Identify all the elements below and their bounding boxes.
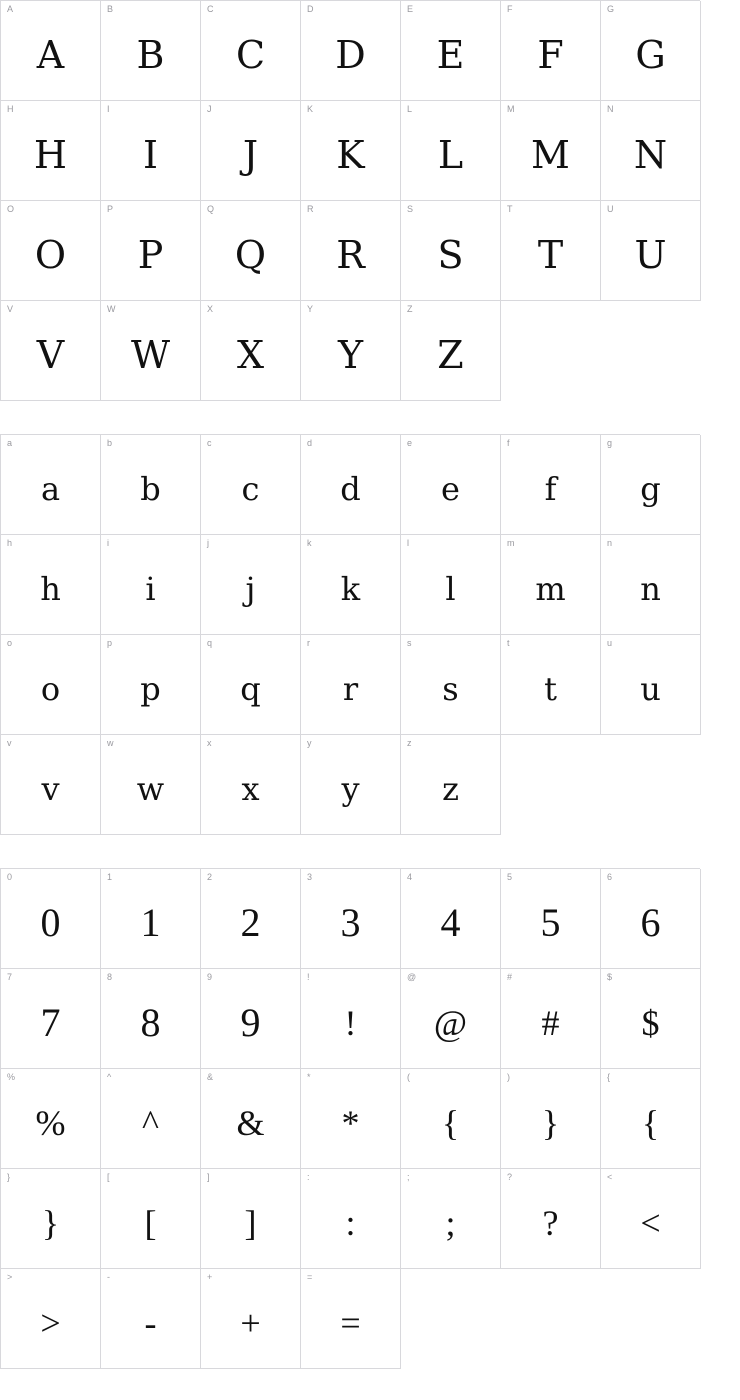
- glyph-cell-character: m: [535, 569, 566, 608]
- glyph-cell-label: R: [307, 204, 314, 214]
- glyph-cell-label: S: [407, 204, 414, 214]
- glyph-cell[interactable]: [201, 301, 301, 401]
- glyph-cell-label: D: [307, 4, 314, 14]
- glyph-cell-label: C: [207, 4, 214, 14]
- glyph-cell-label: e: [407, 438, 413, 448]
- glyph-cell-character: V: [36, 332, 65, 377]
- glyph-cell-label: [: [107, 1172, 110, 1182]
- glyph-cell-label: U: [607, 204, 614, 214]
- glyph-cell-character: Z: [437, 332, 464, 377]
- glyph-cell-character: X: [236, 332, 265, 377]
- glyph-cell-character: q: [240, 669, 261, 708]
- glyph-cell-label: $: [607, 972, 613, 982]
- glyph-cell[interactable]: [301, 869, 401, 969]
- glyph-cell-character: H: [33, 132, 68, 177]
- glyph-cell-empty: [501, 301, 601, 401]
- glyph-cell-label: 0: [7, 872, 13, 882]
- glyph-cell-character: P: [137, 232, 164, 277]
- glyph-cell-label: H: [7, 104, 14, 114]
- glyph-cell-label: k: [307, 538, 312, 548]
- glyph-cell-label: 7: [7, 972, 13, 982]
- glyph-cell-character: {: [441, 1102, 460, 1143]
- glyph-cell-label: q: [207, 638, 213, 648]
- glyph-cell-label: G: [607, 4, 615, 14]
- glyph-cell[interactable]: [201, 1, 301, 101]
- glyph-cell-label: W: [107, 304, 116, 314]
- glyph-cell-character: Y: [337, 332, 364, 377]
- glyph-cell-character: w: [136, 769, 165, 808]
- glyph-cell-label: d: [307, 438, 313, 448]
- glyph-cell[interactable]: [1, 1269, 101, 1369]
- glyph-cell-empty: [501, 735, 601, 835]
- glyph-cell[interactable]: [101, 101, 201, 201]
- glyph-cell-label: *: [307, 1072, 311, 1082]
- glyph-cell-character: 5: [540, 899, 561, 945]
- glyph-cell-empty: [601, 301, 701, 401]
- glyph-cell-label: l: [407, 538, 409, 548]
- glyph-cell-character: *: [341, 1102, 360, 1143]
- glyph-cell-character: S: [437, 232, 464, 277]
- glyph-cell-label: y: [307, 738, 312, 748]
- glyph-cell-label: I: [107, 104, 110, 114]
- glyph-cell[interactable]: [401, 1069, 501, 1169]
- glyph-cell[interactable]: [501, 1069, 601, 1169]
- glyph-cell[interactable]: [301, 969, 401, 1069]
- glyph-cell-character: o: [40, 669, 61, 708]
- glyph-cell[interactable]: [301, 101, 401, 201]
- glyph-cell-label: P: [107, 204, 114, 214]
- glyph-cell-label: !: [307, 972, 310, 982]
- glyph-cell-label: 9: [207, 972, 213, 982]
- glyph-cell[interactable]: [1, 201, 101, 301]
- glyph-cell[interactable]: [301, 1, 401, 101]
- glyph-cell-character: n: [640, 569, 661, 608]
- glyph-cell[interactable]: [601, 1, 701, 101]
- glyph-cell-character: !: [344, 1002, 357, 1043]
- glyph-cell-empty: [401, 1269, 501, 1369]
- glyph-cell[interactable]: [201, 535, 301, 635]
- glyph-cell-character: W: [130, 332, 171, 377]
- glyph-cell-label: A: [7, 4, 14, 14]
- glyph-cell-character: ^: [142, 1102, 159, 1143]
- glyph-cell-label: X: [207, 304, 214, 314]
- glyph-cell-label: b: [107, 438, 113, 448]
- glyph-cell-label: J: [207, 104, 212, 114]
- glyph-cell-character: E: [436, 32, 465, 77]
- glyph-cell[interactable]: [401, 869, 501, 969]
- glyph-cell[interactable]: [201, 1269, 301, 1369]
- glyph-cell-character: }: [41, 1202, 60, 1243]
- glyph-cell-character: K: [336, 132, 365, 177]
- glyph-cell[interactable]: [101, 735, 201, 835]
- glyph-cell-character: b: [140, 469, 161, 508]
- glyph-cell-label: {: [607, 1072, 611, 1082]
- glyph-cell-character: >: [40, 1302, 61, 1343]
- glyph-cell-label: h: [7, 538, 13, 548]
- glyph-cell-character: I: [142, 132, 158, 177]
- glyph-cell-label: 2: [207, 872, 213, 882]
- glyph-cell-label: B: [107, 4, 114, 14]
- glyph-cell-label: r: [307, 638, 310, 648]
- glyph-cell-character: D: [335, 32, 366, 77]
- glyph-cell-label: K: [307, 104, 314, 114]
- glyph-cell[interactable]: [101, 635, 201, 735]
- glyph-cell-label: %: [7, 1072, 16, 1082]
- glyph-cell-label: &: [207, 1072, 214, 1082]
- glyph-cell-character: 2: [240, 899, 261, 945]
- block-separator: [0, 401, 740, 434]
- glyph-cell[interactable]: [501, 535, 601, 635]
- glyph-cell-character: x: [241, 769, 260, 808]
- glyph-cell-character: a: [40, 469, 61, 508]
- glyph-cell-character: r: [342, 669, 359, 708]
- glyph-cell-character: $: [641, 1002, 660, 1043]
- glyph-cell[interactable]: [201, 735, 301, 835]
- glyph-cell-label: v: [7, 738, 12, 748]
- glyph-cell-character: T: [537, 232, 564, 277]
- glyph-cell[interactable]: [1, 1069, 101, 1169]
- glyph-cell-label: ;: [407, 1172, 410, 1182]
- glyph-cell[interactable]: [301, 635, 401, 735]
- glyph-cell-character: c: [241, 469, 260, 508]
- glyph-cell-character: B: [136, 32, 165, 77]
- glyph-cell-label: O: [7, 204, 15, 214]
- glyph-cell[interactable]: [601, 1069, 701, 1169]
- glyph-cell[interactable]: [501, 869, 601, 969]
- glyph-cell[interactable]: [201, 101, 301, 201]
- glyph-cell-label: 1: [107, 872, 113, 882]
- glyph-cell[interactable]: [201, 635, 301, 735]
- glyph-cell-character: ]: [244, 1202, 257, 1243]
- glyph-cell-label: s: [407, 638, 412, 648]
- glyph-cell-label: E: [407, 4, 414, 14]
- glyph-cell-character: {: [641, 1102, 660, 1143]
- glyph-cell-label: f: [507, 438, 510, 448]
- glyph-cell[interactable]: [401, 735, 501, 835]
- glyph-cell[interactable]: [401, 1169, 501, 1269]
- glyph-grid-uppercase: [0, 0, 700, 401]
- glyph-cell-character: ;: [445, 1202, 456, 1243]
- glyph-cell-character: #: [541, 1002, 560, 1043]
- glyph-cell-character: i: [145, 569, 156, 608]
- glyph-cell-character: @: [433, 1002, 468, 1043]
- glyph-cell-label: z: [407, 738, 412, 748]
- glyph-cell-label: V: [7, 304, 14, 314]
- glyph-cell-character: s: [442, 669, 459, 708]
- glyph-cell[interactable]: [101, 535, 201, 635]
- glyph-cell[interactable]: [501, 635, 601, 735]
- glyph-cell-label: >: [7, 1272, 13, 1282]
- glyph-cell-character: <: [640, 1202, 661, 1243]
- glyph-cell[interactable]: [401, 535, 501, 635]
- glyph-cell[interactable]: [301, 1269, 401, 1369]
- glyph-cell-label: F: [507, 4, 513, 14]
- glyph-cell[interactable]: [601, 869, 701, 969]
- glyph-cell-character: e: [441, 469, 460, 508]
- glyph-cell-character: J: [242, 132, 259, 177]
- block-separator: [0, 835, 740, 868]
- glyph-cell[interactable]: [301, 1169, 401, 1269]
- glyph-cell[interactable]: [501, 101, 601, 201]
- glyph-cell-character: 3: [340, 899, 361, 945]
- glyph-cell[interactable]: [201, 435, 301, 535]
- glyph-cell-character: ?: [542, 1202, 559, 1243]
- glyph-cell-character: 4: [440, 899, 461, 945]
- glyph-cell[interactable]: [1, 735, 101, 835]
- glyph-cell[interactable]: [101, 1169, 201, 1269]
- glyph-cell-label: n: [607, 538, 613, 548]
- glyph-cell[interactable]: [101, 1, 201, 101]
- glyph-cell[interactable]: [301, 735, 401, 835]
- glyph-cell[interactable]: [301, 1069, 401, 1169]
- glyph-cell-label: o: [7, 638, 13, 648]
- glyph-grid-lowercase: [0, 434, 700, 835]
- glyph-cell-label: N: [607, 104, 614, 114]
- glyph-cell-character: f: [544, 469, 557, 508]
- glyph-cell-character: =: [340, 1302, 361, 1343]
- glyph-cell-character: %: [35, 1102, 66, 1143]
- glyph-cell-empty: [601, 735, 701, 835]
- glyph-cell[interactable]: [401, 635, 501, 735]
- glyph-cell-character: A: [36, 32, 65, 77]
- glyph-cell-character: [: [144, 1202, 157, 1243]
- glyph-cell[interactable]: [1, 869, 101, 969]
- glyph-cell[interactable]: [201, 1069, 301, 1169]
- glyph-cell-label: ]: [207, 1172, 210, 1182]
- glyph-cell-label: }: [7, 1172, 11, 1182]
- glyph-cell[interactable]: [501, 201, 601, 301]
- glyph-cell[interactable]: [1, 969, 101, 1069]
- glyph-cell-label: Q: [207, 204, 215, 214]
- glyph-cell[interactable]: [501, 969, 601, 1069]
- glyph-cell[interactable]: [1, 535, 101, 635]
- glyph-cell[interactable]: [201, 969, 301, 1069]
- glyph-cell[interactable]: [301, 201, 401, 301]
- glyph-cell-label: T: [507, 204, 513, 214]
- glyph-cell-label: -: [107, 1272, 110, 1282]
- glyph-cell[interactable]: [601, 1169, 701, 1269]
- glyph-cell-label: ): [507, 1072, 510, 1082]
- glyph-cell-character: R: [336, 232, 365, 277]
- glyph-cell[interactable]: [601, 969, 701, 1069]
- glyph-cell-character: t: [544, 669, 557, 708]
- glyph-cell[interactable]: [601, 101, 701, 201]
- glyph-cell-label: 8: [107, 972, 113, 982]
- glyph-cell-label: g: [607, 438, 613, 448]
- glyph-cell-character: d: [340, 469, 361, 508]
- glyph-cell-label: m: [507, 538, 515, 548]
- glyph-cell[interactable]: [1, 301, 101, 401]
- glyph-cell[interactable]: [401, 1, 501, 101]
- glyph-cell[interactable]: [601, 635, 701, 735]
- glyph-cell-character: j: [245, 569, 256, 608]
- glyph-cell[interactable]: [401, 969, 501, 1069]
- glyph-cell[interactable]: [101, 869, 201, 969]
- glyph-cell[interactable]: [601, 435, 701, 535]
- glyph-cell-character: O: [34, 232, 67, 277]
- glyph-cell-character: 9: [240, 999, 261, 1045]
- glyph-cell-label: j: [207, 538, 209, 548]
- glyph-cell-character: p: [140, 669, 161, 708]
- glyph-cell[interactable]: [301, 535, 401, 635]
- glyph-cell-character: k: [340, 569, 361, 608]
- glyph-cell-label: a: [7, 438, 13, 448]
- glyph-cell[interactable]: [401, 201, 501, 301]
- glyph-cell-label: :: [307, 1172, 310, 1182]
- glyph-cell-character: U: [634, 232, 667, 277]
- glyph-cell-label: u: [607, 638, 613, 648]
- glyph-cell[interactable]: [601, 535, 701, 635]
- glyph-cell-character: z: [442, 769, 459, 808]
- glyph-cell-label: ^: [107, 1072, 112, 1082]
- glyph-cell-empty: [601, 1269, 701, 1369]
- glyph-cell[interactable]: [401, 101, 501, 201]
- glyph-cell-character: :: [345, 1202, 356, 1243]
- glyph-cell-label: 6: [607, 872, 613, 882]
- glyph-cell-label: 5: [507, 872, 513, 882]
- glyph-cell[interactable]: [1, 101, 101, 201]
- glyph-cell[interactable]: [101, 301, 201, 401]
- glyph-cell-character: 1: [140, 899, 161, 945]
- glyph-cell-character: +: [240, 1302, 261, 1343]
- glyph-cell-label: 4: [407, 872, 413, 882]
- glyph-cell[interactable]: [1, 1169, 101, 1269]
- glyph-cell-character: l: [445, 569, 456, 608]
- glyph-cell-character: u: [640, 669, 661, 708]
- glyph-grid-symbols: [0, 868, 700, 1369]
- glyph-cell-label: 3: [307, 872, 313, 882]
- glyph-cell[interactable]: [101, 969, 201, 1069]
- glyph-cell-label: <: [607, 1172, 613, 1182]
- glyph-cell[interactable]: [101, 1069, 201, 1169]
- glyph-cell[interactable]: [401, 301, 501, 401]
- glyph-cell-character: M: [531, 132, 570, 177]
- glyph-cell-label: L: [407, 104, 413, 114]
- glyph-cell[interactable]: [501, 435, 601, 535]
- glyph-cell[interactable]: [1, 635, 101, 735]
- glyph-cell[interactable]: [201, 201, 301, 301]
- glyph-cell[interactable]: [201, 1169, 301, 1269]
- glyph-cell-label: Z: [407, 304, 413, 314]
- glyph-cell[interactable]: [1, 435, 101, 535]
- glyph-cell[interactable]: [501, 1169, 601, 1269]
- glyph-cell[interactable]: [401, 435, 501, 535]
- glyph-cell-label: w: [107, 738, 114, 748]
- glyph-cell-character: N: [633, 132, 668, 177]
- glyph-cell-character: 7: [40, 999, 61, 1045]
- glyph-cell-character: F: [537, 32, 564, 77]
- glyph-cell-character: 6: [640, 899, 661, 945]
- glyph-cell[interactable]: [101, 1269, 201, 1369]
- glyph-cell[interactable]: [101, 435, 201, 535]
- glyph-cell-character: g: [640, 469, 661, 508]
- glyph-cell-label: +: [207, 1272, 213, 1282]
- glyph-cell[interactable]: [301, 435, 401, 535]
- glyph-cell-character: }: [541, 1102, 560, 1143]
- glyph-cell-label: M: [507, 104, 515, 114]
- glyph-cell[interactable]: [601, 201, 701, 301]
- glyph-cell[interactable]: [101, 201, 201, 301]
- glyph-cell-label: x: [207, 738, 212, 748]
- glyph-cell-label: i: [107, 538, 109, 548]
- glyph-cell-character: y: [341, 769, 360, 808]
- glyph-cell-character: &: [236, 1102, 265, 1143]
- glyph-cell[interactable]: [501, 1, 601, 101]
- glyph-cell-label: c: [207, 438, 212, 448]
- glyph-cell-label: p: [107, 638, 113, 648]
- glyph-cell-character: 0: [40, 899, 61, 945]
- glyph-cell-character: h: [40, 569, 61, 608]
- glyph-cell-label: @: [407, 972, 417, 982]
- glyph-cell-character: -: [144, 1302, 157, 1343]
- glyph-cell-character: v: [41, 769, 60, 808]
- glyph-cell-character: Q: [234, 232, 267, 277]
- glyph-cell-character: G: [635, 32, 666, 77]
- glyph-cell-character: L: [437, 132, 464, 177]
- glyph-cell-character: 8: [140, 999, 161, 1045]
- glyph-cell-character: C: [235, 32, 266, 77]
- glyph-cell-label: #: [507, 972, 513, 982]
- glyph-cell-label: =: [307, 1272, 313, 1282]
- glyph-cell-label: (: [407, 1072, 410, 1082]
- glyph-cell[interactable]: [201, 869, 301, 969]
- glyph-cell-label: Y: [307, 304, 314, 314]
- glyph-cell-label: ?: [507, 1172, 513, 1182]
- glyph-cell-empty: [501, 1269, 601, 1369]
- glyph-cell[interactable]: [301, 301, 401, 401]
- glyph-cell-label: t: [507, 638, 510, 648]
- glyph-cell[interactable]: [1, 1, 101, 101]
